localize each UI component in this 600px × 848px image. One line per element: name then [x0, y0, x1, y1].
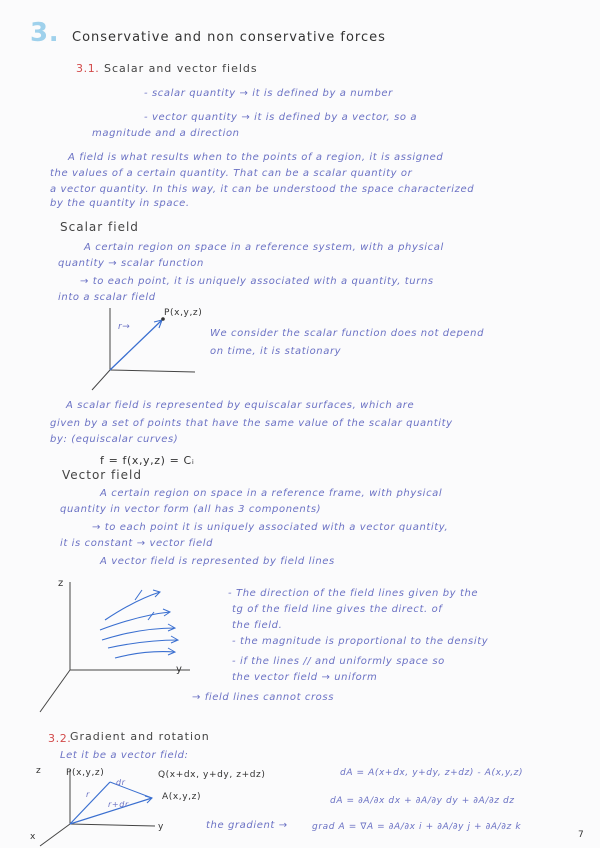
intro-line-4: by the quantity in space. — [50, 198, 190, 209]
grad-dr: dr — [116, 778, 126, 787]
grad-a-left: A(x,y,z) — [162, 792, 202, 802]
equation: f = f(x,y,z) = Cᵢ — [100, 454, 195, 467]
point-label: P(x,y,z) — [164, 308, 203, 318]
r-vector-label: r→ — [118, 322, 131, 332]
sub1-heading: Scalar and vector fields — [104, 62, 258, 75]
scalar-heading: Scalar field — [60, 220, 139, 234]
grad-r-dr: r+dr — [108, 800, 129, 809]
stationary-line-1: We consider the scalar function does not depend — [210, 328, 485, 339]
grad-r: r — [86, 790, 90, 799]
axis-z2-label: z — [36, 766, 42, 776]
grad-p-label: P(x,y,z) — [66, 768, 105, 778]
vector-line-3: → to each point it is uniquely associated with a vector quantity, — [92, 522, 449, 533]
intro-line-1: A field is what results when to the points of a region, it is assigned — [68, 152, 444, 163]
axis-y-label: y — [176, 664, 183, 675]
let-line: Let it be a vector field: — [60, 750, 189, 761]
axis-x-label: x — [30, 832, 36, 842]
grad-diff: dA = A(x+dx, y+dy, z+dz) - A(x,y,z) — [340, 768, 524, 778]
sub2-number: 3.2. — [48, 732, 72, 745]
sub2-heading: Gradient and rotation — [70, 730, 210, 743]
vector-line-1: A certain region on space in a reference frame, with physical — [100, 488, 443, 499]
scalar-line-4: into a scalar field — [58, 292, 156, 303]
def-line-1: - scalar quantity → it is defined by a number — [144, 88, 393, 99]
grad-expr: grad A = ∇A = ∂A/∂x i + ∂A/∂y j + ∂A/∂z k — [312, 822, 522, 832]
vector-rep: A vector field is represented by field lines — [100, 556, 335, 567]
surface-line-2: given by a set of points that have the same value of the scalar quantity — [50, 418, 453, 429]
scalar-line-3: → to each point, it is uniquely associated with a quantity, turns — [80, 276, 434, 287]
vector-bullet-6: the vector field → uniform — [232, 672, 378, 683]
axis-z-label: z — [58, 578, 64, 589]
grad-dA-expr: dA = ∂A/∂x dx + ∂A/∂y dy + ∂A/∂z dz — [330, 796, 515, 806]
page-number: 7 — [578, 830, 585, 840]
section-number: 3. — [30, 18, 60, 48]
surface-line-1: A scalar field is represented by equiscalar surfaces, which are — [66, 400, 415, 411]
page-title: Conservative and non conservative forces — [72, 30, 386, 45]
def-line-3: magnitude and a direction — [92, 128, 240, 139]
vector-bullet-2: tg of the field line gives the direct. of — [232, 604, 443, 615]
scalar-line-1: A certain region on space in a reference system, with a physical — [84, 242, 444, 253]
field-lines-diagram — [30, 570, 205, 720]
surface-line-3: by: (equiscalar curves) — [50, 434, 179, 445]
def-line-2: - vector quantity → it is defined by a vector, so a — [144, 112, 418, 123]
sub1-number: 3.1. — [76, 62, 100, 75]
vector-line-4: it is constant → vector field — [60, 538, 214, 549]
vector-heading: Vector field — [62, 468, 142, 482]
vector-bullet-4: - the magnitude is proportional to the density — [232, 636, 489, 647]
vector-bullet-1: - The direction of the field lines given by the — [228, 588, 479, 599]
vector-bullet-3: the field. — [232, 620, 283, 631]
vector-line-2: quantity in vector form (all has 3 components) — [60, 504, 322, 515]
axis-y2-label: y — [158, 822, 164, 832]
grad-q-label: Q(x+dx, y+dy, z+dz) — [158, 770, 266, 780]
intro-line-3: a vector quantity. In this way, it can be understood the space characterized — [50, 184, 475, 195]
vector-bullet-5: - if the lines // and uniformly space so — [232, 656, 445, 667]
gradient-word: the gradient → — [206, 820, 288, 831]
cross-note: → field lines cannot cross — [192, 692, 335, 703]
intro-line-2: the values of a certain quantity. That can be a scalar quantity or — [50, 168, 413, 179]
stationary-line-2: on time, it is stationary — [210, 346, 342, 357]
scalar-line-2: quantity → scalar function — [58, 258, 204, 269]
